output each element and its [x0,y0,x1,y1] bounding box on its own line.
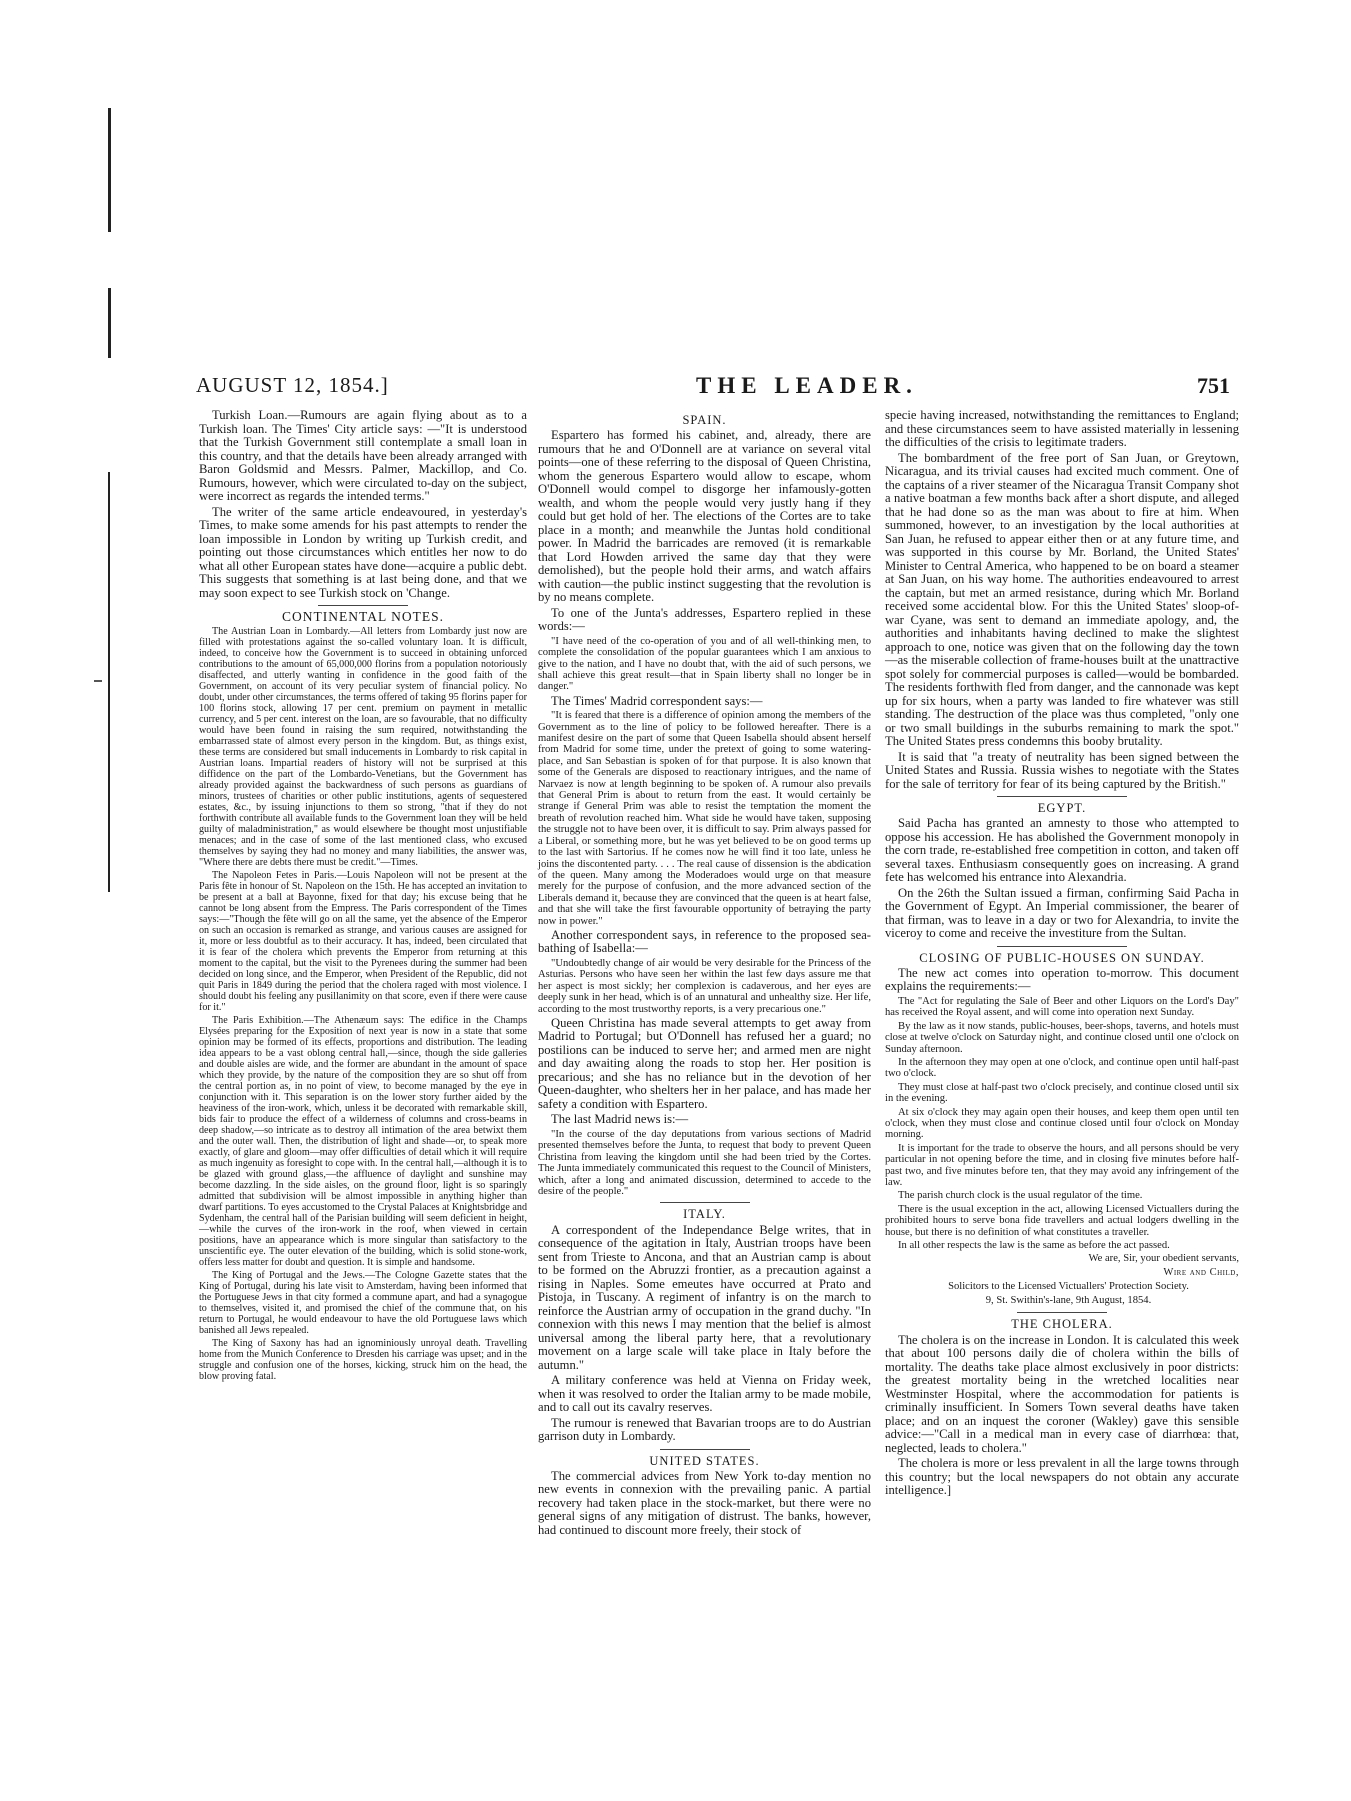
signature-title: Solicitors to the Licensed Victuallers' Protection Society. [948,1281,1189,1293]
egypt-para-1: Said Pacha has granted an amnesty to those who attempted to oppose his accession. He has abolished the Government monopoly in the corn trade, re-established free competition in cotton, and taken off several taxes. Enthusiasm consequently goes on increasing. A grand fete has welcomed his entrance into Alexandria. [885,816,1239,885]
article-austrian-loan: The Austrian Loan in Lombardy.—All letters from Lombardy just now are filled with protestations against the so-called voluntary loan. It is difficult, indeed, to conceive how the Government is to succeed in obtaining unforced contributions to the amount of 65,000,000 florins from a population notoriously disaffected, and utterly wanting in confidence in the good faith of the Government, on account of its very peculiar system of financial policy. No doubt, under other circumstances, the terms offered of taking 95 florins paper for 100 florins stock, allowing 17 per cent. premium on payment in metallic currency, and 5 per cent. interest on the loan, are so favourable, that no difficulty would have been found in raising the sum required, notwithstanding the embarrassed state of almost every person in the kingdom. But, as things exist, these terms are considered but small inducements in Lombardy to risk capital in Austrian loans. Impartial readers of history will not be surprised at this diffidence on the part of the Lombardo-Venetians, but the Government has already provided against the backwardness of such persons as guardians of minors, trustees of charities or other public institutions, agents of sequestered estates, &c., by issuing injunctions to them so strong, "that if they do not forthwith contribute all available funds to the Government loan they will be held guilty of maladministration," as would elsewhere be thought most unjustifiable menaces; and in the case of some of the last mentioned class, who excused themselves by saying they had no money and many liabilities, the answer was, "Where there are debts there must be credit."—Times. [199,626,527,869]
binding-edge-top [108,108,111,232]
article-king-portugal: The King of Portugal and the Jews.—The Cologne Gazette states that the King of Portugal, during his late visit to Amsterdam, having been informed that the Portuguese Jews in that city formed a commune apart, and had a synagogue to themselves, visited it, and promised the chief of the commune that, on his return to Portugal, he would endeavour to have the old Portuguese laws which banished all Jews repealed. [199,1270,527,1337]
spain-quote-2: "It is feared that there is a difference of opinion among the members of the Government as to the line of policy to be followed hereafter. There is a manifest desire on the part of some that Queen Isabella should absent herself from Madrid for some time, under the pretext of going to some watering-place, and San Sebastian is spoken of for that purpose. It is also known that some of the Generals are disposed to reactionary intrigues, and the name of Narvaez is now at length beginning to be spoken of. A rumour also prevails that General Prim is about to return from the east. It would certainly be strange if General Prim was able to resist the temptation the moment the breath of revolution reached him. What side he would have taken, supposing the struggle not to have been over, it is difficult to say. Prim always passed for a Liberal, or something more, but he was yet believed to be on good terms up to the last with Sartorius. If he comes now he will find it too late, unless he joins the discontented party. . . . The real cause of dissension is the abdication of the queen. Many among the Moderadoes would urge on that measure merely for the purpose of confusion, and the more advanced section of the Liberals demand it, because they are convinced that the queen is at heart false, and that she will take the first favourable opportunity of betraying the party now in power." [538,710,871,927]
spain-para-4: Another correspondent says, in reference to the proposed sea-bathing of Isabella:— [538,927,871,956]
heading-spain: SPAIN. [682,413,727,427]
italy-para-1: A correspondent of the Independance Belge writes, that in consequence of the agitation in Italy, Austrian troops have been sent from Trieste to Ancona, and that an Austrian camp is about to be formed on the Abruzzi frontier, as a precaution against a rising in Naples. Some emeutes have occurred at Prato and Pistoja, in Tuscany. A regiment of infantry is on the march to reinforce the Austrian army of occupation in the grand duchy. "In connexion with this news I may mention that the belief is almost universal among the liberal party here, that a revolutionary movement on a large scale will take place in Italy before the autumn." [538,1222,871,1372]
signature-names: Wire and Child, [1163,1267,1239,1279]
spain-para-2: To one of the Junta's addresses, Espartero replied in these words:— [538,605,871,634]
heading-closing-public-houses: CLOSING OF PUBLIC-HOUSES ON SUNDAY. [919,950,1205,965]
article-turkish-loan-2: The writer of the same article endeavoured, in yesterday's Times, to make some amends for his past attempts to render the loan impossible in London by writing up Turkish credit, and pointing out those circumstances which entitles her now to do what all other European states have done—acquire a public debt. This suggests that something is at last being done, and that we may soon expect to see Turkish stock on 'Change. [199,504,527,600]
us-para-3: The bombardment of the free port of San Juan, or Greytown, Nicaragua, and its trivial causes had excited much comment. One of the captains of a river steamer of the Nicaragua Transit Company shot a native boatman a few months back after a short dispute, and alleged that he had done so as the man was about to fire at him. When summoned, however, to an investigation by the local authorities at San Juan, he refused to appear either then or at any future time, and was supported in this course by Mr. Borland, the United States' Minister to Central America, who happened to be on board a steamer at San Juan, on his way home. The authorities endeavoured to arrest the captain, but met an armed resistance, during which Mr. Borland received some accidental blow. For this the United States' sloop-of-war Cyane, was sent to demand an immediate apology, and, the authorities and inhabitants having declined to make the slightest approach to one, notice was given that on the following day the town—as the miserable collection of frame-houses built at the unattractive spot solely for commercial purposes is called—would be bombarded. The residents forthwith fled from danger, and the cannonade was kept up for six hours, when a party was landed to fire whatever was still standing. The destruction of the place was thus completed, "only one or two small buildings in the suburbs remaining to mark the spot." The United States press condemns this booby brutality. [885,450,1239,748]
article-napoleon-fetes: The Napoleon Fetes in Paris.—Louis Napoleon will not be present at the Paris fête in honour of St. Napoleon on the 15th. He has accepted an invitation to be present at a ball at Bayonne, fixed for that day; his excuse being that he cannot be long absent from the Empress. The Paris correspondent of the Times says:—"Though the fête will go on all the same, yet the absence of the Emperor on such an occasion is remarked as strange, and various causes are assigned for it, more or less doubtful as to their accuracy. It has, indeed, been circulated that it is fear of the cholera which prevents the Emperor from returning at this moment to the capital, but the visit to the Pyrenees during the summer had been decided on long since, and the Emperor, when President of the Republic, did not quit Paris in 1849 during the period that the cholera raged with most violence. I should doubt his feeling any pusillanimity on that score, even if there were cause for it." [199,870,527,1014]
section-rule [997,796,1127,797]
closing-para-3: By the law as it now stands, public-houses, beer-shops, taverns, and hotels must close at twelve o'clock on Saturday night, and continue closed until one o'clock on Sunday afternoon. [885,1020,1239,1055]
closing-para-6: At six o'clock they may again open their houses, and keep them open until ten o'clock, when they must close and continue closed until four o'clock on Monday morning. [885,1106,1239,1141]
closing-para-4: In the afternoon they may open at one o'clock, and continue open until half-past two o'clock. [885,1056,1239,1080]
spain-quote-3: "Undoubtedly change of air would be very desirable for the Princess of the Asturias. Persons who have seen her within the last few days assure me that her aspect is most sickly; her complexion is cadaverous, and her eyes are deeply sunk in her head, which is of an unnatural and unhealthy size. Her life, according to the most trustworthy reports, is a very precarious one." [538,957,871,1015]
section-rule [997,946,1127,947]
section-rule [318,605,408,606]
issue-date: AUGUST 12, 1854.] [196,373,389,397]
column-left [199,409,527,1384]
spain-quote-1: "I have need of the co-operation of you and of all well-thinking men, to complete the consolidation of the popular guarantees which I am anxious to give to the nation, and I have no doubt that, with the aid of such persons, we shall achieve this great result—that in Spain liberty shall no longer be in danger." [538,635,871,693]
section-rule [1017,1312,1107,1313]
closing-para-10: In all other respects the law is the same as before the act passed. [898,1240,1170,1252]
publication-title: THE LEADER. [696,373,918,398]
heading-egypt: EGYPT. [1037,801,1087,815]
us-para-1: The commercial advices from New York to-day mention no new events in connexion with the prevailing panic. A partial recovery had taken place in the stock-market, but there were no general signs of any mitigation of distrust. The banks, however, had continued to discount more freely, their stock of [538,1468,871,1537]
signature-line-1: We are, Sir, your obedient servants, [1088,1253,1239,1265]
section-rule [660,1202,750,1203]
spain-para-1: Espartero has formed his cabinet, and, already, there are rumours that he and O'Donnell are at variance on several vital points—one of these referring to the disposal of Queen Christina, whom the generous Espartero would allow to escape, whom O'Donnell would compel to disgorge her infamously-gotten wealth, and whom the people would very justly hang if they could but get hold of her. The elections of the Cortes are to take place in a month; and meanwhile the Juntas hold conditional power. In Madrid the barricades are removed (it is remarkable that Lord Howden arrived the same day that they were demolished), but the people hold their arms, and watch affairs with caution—the public instinct suggesting that the revolution is by no means complete. [538,428,871,605]
spain-para-6: The last Madrid news is:— [551,1112,689,1127]
closing-para-9: There is the usual exception in the act, allowing Licensed Victuallers during the prohibited hours to serve bona fide travellers and actual lodgers dwelling in the house, but there is no definition of what constitutes a traveller. [885,1203,1239,1238]
closing-para-1: The new act comes into operation to-morrow. This document explains the requirements:— [885,965,1239,994]
binding-mark [94,680,102,682]
section-rule [660,1449,750,1450]
article-paris-exhibition: The Paris Exhibition.—The Athenæum says: The edifice in the Champs Elysées preparing for the Exposition of next year is now in a state that some opinion may be formed of its effects, proportions and distribution. The leading idea appears to be a vast oblong central hall,—since, though the side galleries and double aisles are wide, and the former are abundant in the amount of space which they provide, by the nature of the composition they are so shut off from the central portion as, in no point of view, to become managed by the eye in conjunction with it. This separation is on the lower story further aided by the heaviness of the iron-work, which, unless it be decorated with remarkable skill, bids fair to produce the effect of a wilderness of columns and cross-beams in deep shadow,—so intricate as to destroy all intimation of the area betwixt them and the outer wall. Then, the distribution of light and shade—or, to speak more exactly, of glare and gloom—may offer difficulties of detail which it will require as much ingenuity as foresight to cope with. In the central hall,—although it is to be glazed with ground glass,—the affluence of daylight and sunshine may become dazzling. In the side aisles, on the ground floor, light is so sparingly admitted that subdivision will be almost impossible in anything higher than dwarf partitions. To eyes accustomed to the Crystal Palaces at Knightsbridge and Sydenham, the central hall of the Parisian building will seem deficient in height,—while the curves of the iron-work in the roof, when viewed in certain positions, have an appearance which is more singular than satisfactory to the unscientific eye. The outer elevation of the building, which is solid stone-work, offers less matter for doubt and question. It is simple and handsome. [199,1015,527,1269]
egypt-para-2: On the 26th the Sultan issued a firman, confirming Said Pacha in the Government of Egypt. An Imperial commissioner, the bearer of that firman, was to leave in a day or two for Alexandria, to invite the viceroy to come and receive the investiture from the Sultan. [885,885,1239,941]
binding-edge-upper [108,288,111,358]
spain-para-5: Queen Christina has made several attempts to get away from Madrid to Portugal; but O'Donnell has refused her a guard; no postilions can be induced to serve her; and armed men are night and day awaiting along the roads to stop her. Her position is precarious; and she has no reliance but in the devotion of her Queen-daughter, who shelters her in her palace, and has made her safety a condition with Espartero. [538,1015,871,1111]
closing-para-2: The "Act for regulating the Sale of Beer and other Liquors on the Lord's Day" has received the Royal assent, and will come into operation next Sunday. [885,995,1239,1019]
spain-para-3: The Times' Madrid correspondent says:— [551,693,763,708]
signature-address: 9, St. Swithin's-lane, 9th August, 1854. [985,1295,1152,1307]
cholera-para-2: The cholera is more or less prevalent in all the large towns through this country; but the local newspapers do not obtain any accurate intelligence.] [885,1456,1239,1498]
closing-para-8: The parish church clock is the usual regulator of the time. [898,1190,1143,1202]
page-number: 751 [1197,373,1230,398]
article-turkish-loan: Turkish Loan.—Rumours are again flying about as to a Turkish loan. The Times' City article says: —"It is understood that the Turkish Government still contemplate a small loan in this country, and that the details have been already arranged with Baron Goldsmid and Messrs. Palmer, Mackillop, and Co. Rumours, however, which were circulated to-day on the subject, were incorrect as regards the intended terms." [199,408,527,503]
page-header [196,373,1238,403]
heading-italy: ITALY. [683,1207,726,1222]
column-middle [538,409,871,1539]
italy-para-3: The rumour is renewed that Bavarian troops are to do Austrian garrison duty in Lombardy. [538,1415,871,1444]
cholera-para-1: The cholera is on the increase in London. It is calculated this week that about 100 persons daily die of cholera within the bills of mortality. The deaths take place almost exclusively in poor districts: the greatest mortality being in the wretched localities near Westminster Hospital, where the accommodation for patients is criminally insufficient. In Somers Town several deaths have taken place; and on an inquest the coroner (Wakley) gave this sensible advice:—"Call in a medical man in every case of diarrhœa: that, neglected, leads to cholera." [885,1332,1239,1455]
spain-quote-4: "In the course of the day deputations from various sections of Madrid presented themselves before the Junta, to request that body to prevent Queen Christina from leaving the kingdom until she had been tried by the Cortes. The Junta immediately communicated this request to the Council of Ministers, which, after a long and animated discussion, determined to accede to the desire of the people." [538,1128,871,1198]
heading-cholera: THE CHOLERA. [1011,1317,1113,1332]
us-para-2: specie having increased, notwithstanding the remittances to England; and these circumstances seem to have assisted materially in lessening the difficulties of the crisis to legitimate traders. [885,408,1239,449]
closing-para-5: They must close at half-past two o'clock precisely, and continue closed until six in the evening. [885,1081,1239,1105]
article-king-saxony: The King of Saxony has had an ignominiously unroyal death. Travelling home from the Munich Conference to Dresden his carriage was upset; and in the struggle and confusion one of the horses, kicking, struck him on the head, the blow proving fatal. [199,1338,527,1383]
heading-united-states: UNITED STATES. [649,1453,760,1468]
closing-para-7: It is important for the trade to observe the hours, and all persons should be very particular in not opening before the time, and in closing five minutes before half-past two, and five minutes before ten, that they may avoid any infringement of the law. [885,1142,1239,1188]
binding-edge-lower [108,472,110,892]
us-para-4: It is said that "a treaty of neutrality has been signed between the United States and Russia. Russia wishes to negotiate with the States for the sale of territory for fear of its being captured by the British." [885,749,1239,791]
heading-continental-notes: CONTINENTAL NOTES. [282,609,444,624]
italy-para-2: A military conference was held at Vienna on Friday week, when it was resolved to order the Italian army to be made mobile, and to call out its cavalry reserves. [538,1373,871,1415]
column-right [885,409,1239,1500]
